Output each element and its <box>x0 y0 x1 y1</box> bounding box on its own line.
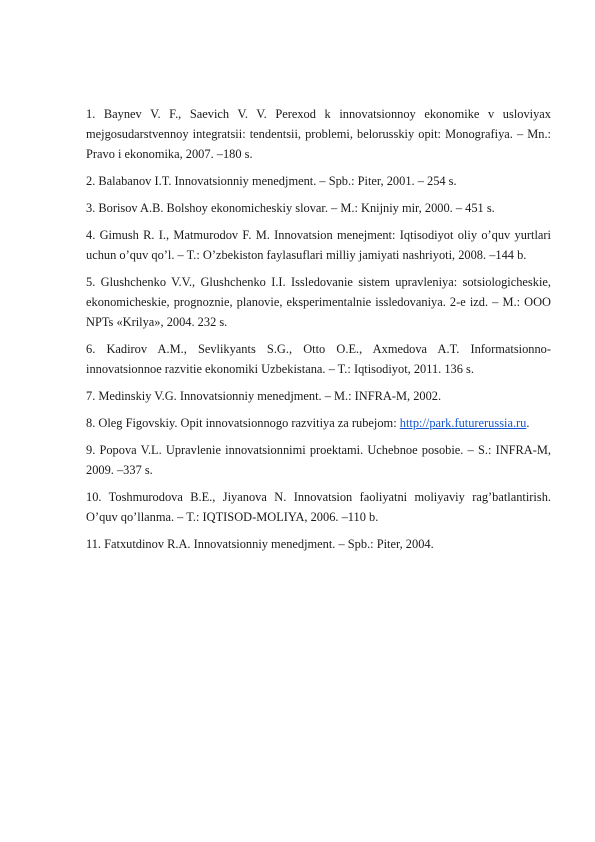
reference-text: 10. Toshmurodova B.E., Jiyanova N. Innovatsion faoliyatni moliyaviy rag’batlantirish. O’quv qo’llanma. – T.: IQTISOD-MOLIYA, 2006. –110 b. <box>86 490 551 524</box>
reference-text: 7. Medinskiy V.G. Innovatsionniy menedjment. – M.: INFRA-M, 2002. <box>86 389 442 403</box>
reference-item-1 <box>86 104 551 164</box>
reference-text: 6. Kadirov A.M., Sevlikyants S.G., Otto O.E., Axmedova A.T. Informatsionno-innovatsionnoe razvitie ekonomiki Uzbekistana. – T.: Iqtisodiyot, 2011. 136 s. <box>86 342 551 376</box>
reference-item-10 <box>86 487 551 527</box>
reference-item-6 <box>86 339 551 379</box>
reference-text: 5. Glushchenko V.V., Glushchenko I.I. Issledovanie sistem upravleniya: sotsiologicheskie, ekonomicheskie, prognoznie, planovie, eksperimentalnie issledovaniya. 2-e izd. – M.: OOO NPTs «Krilya», 2004. 232 s. <box>86 275 551 329</box>
reference-text: 3. Borisov A.B. Bolshoy ekonomicheskiy slovar. – M.: Knijniy mir, 2000. – 451 s. <box>86 201 495 215</box>
reference-text: 11. Fatxutdinov R.A. Innovatsionniy menedjment. – Spb.: Piter, 2004. <box>86 537 434 551</box>
reference-text: 1. Baynev V. F., Saevich V. V. Perexod k innovatsionnoy ekonomike v usloviyax mejgosudarstvennoy integratsii: tendentsii, problemi, belorusskiy opit: Monografiya. – Mn.: Pravo i ekonomika, 2007. –180 s. <box>86 107 551 161</box>
reference-item-4 <box>86 225 551 265</box>
reference-item-3 <box>86 198 551 218</box>
reference-text: 8. Oleg Figovskiy. Opit innovatsionnogo razvitiya za rubejom: <box>86 416 397 430</box>
reference-text: 4. Gimush R. I., Matmurodov F. M. Innovatsion menejment: Iqtisodiyot oliy o’quv yurtlari uchun o’quv qo’l. – T.: O’zbekiston faylasuflari milliy jamiyati nashriyoti, 2008. –144 b. <box>86 228 551 262</box>
reference-list <box>86 104 551 561</box>
reference-item-9 <box>86 440 551 480</box>
reference-text: 2. Balabanov I.T. Innovatsionniy menedjment. – Spb.: Piter, 2001. – 254 s. <box>86 174 457 188</box>
reference-item-2 <box>86 171 551 191</box>
reference-item-7 <box>86 386 551 406</box>
reference-link-suffix: . <box>526 416 530 430</box>
reference-text: 9. Popova V.L. Upravlenie innovatsionnimi proektami. Uchebnoe posobie. – S.: INFRA-M, 2009. –337 s. <box>86 443 551 477</box>
reference-item-11 <box>86 534 551 554</box>
reference-link[interactable]: http://park.futurerussia.ru <box>399 416 527 430</box>
reference-item-5 <box>86 272 551 332</box>
reference-item-8 <box>86 413 551 433</box>
